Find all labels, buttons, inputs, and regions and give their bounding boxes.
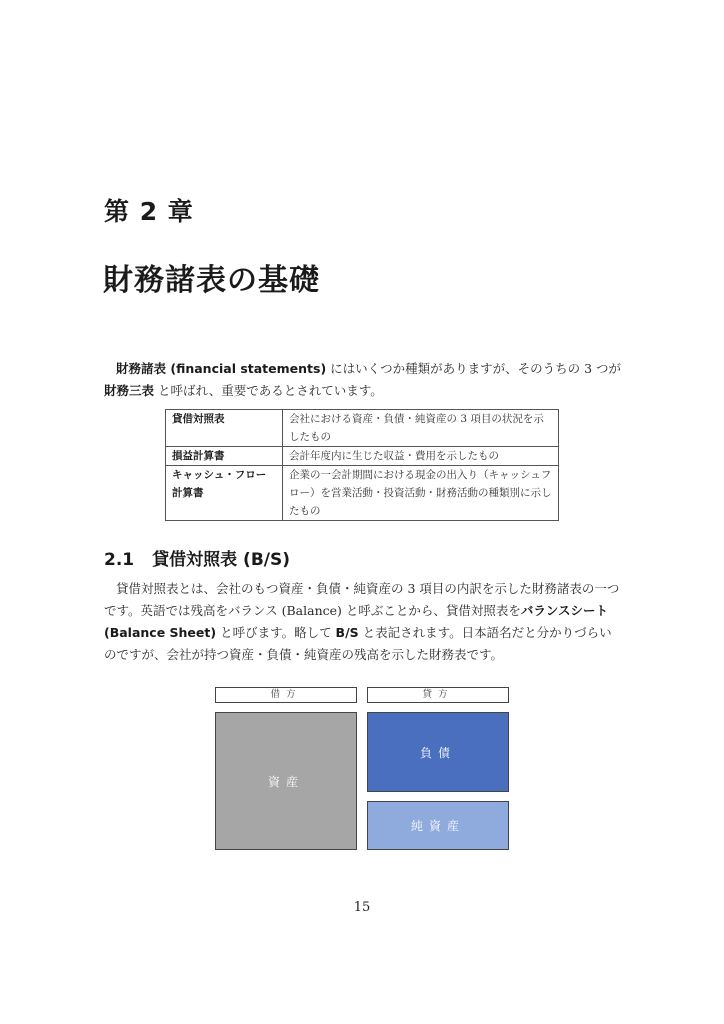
table-term: キャッシュ・フロー計算書 xyxy=(166,466,283,521)
table-desc: 企業の一会計期間における現金の出入り（キャッシュフロー）を営業活動・投資活動・財務活動の種類別に示したもの xyxy=(283,466,559,521)
liabilities-block xyxy=(367,712,509,792)
assets-block xyxy=(215,712,357,850)
table-row xyxy=(166,410,559,447)
table-term: 損益計算書 xyxy=(166,447,283,466)
intro-term: 財務諸表 (financial statements) xyxy=(116,361,327,376)
body-paragraph xyxy=(104,578,624,666)
chapter-title: 財務諸表の基礎 xyxy=(103,263,320,298)
table-row xyxy=(166,447,559,466)
section-heading xyxy=(104,545,290,570)
body-text-3: と表記されます。日本語名だと分かりづらいのですが、会社が持つ資産・負債・純資産の残高を示した財務表です。 xyxy=(104,625,612,662)
intro-text-2: と呼ばれ、重要であるとされています。 xyxy=(154,383,383,398)
section-title: 貸借対照表 (B/S) xyxy=(152,550,290,570)
intro-term-2: 財務三表 xyxy=(104,383,155,398)
table-term: 貸借対照表 xyxy=(166,410,283,447)
table-row xyxy=(166,466,559,521)
body-text-1: 貸借対照表とは、会社のもつ資産・負債・純資産の 3 項目の内訳を示した財務諸表の一つです。英語では残高をバランス (Balance) と呼ぶことから、貸借対照表を xyxy=(104,581,620,618)
body-text-2: と呼びます。略して xyxy=(216,625,336,640)
assets-label: 資産 xyxy=(267,774,304,789)
net-assets-block xyxy=(367,801,509,850)
intro-text-1: にはいくつか種類がありますが、そのうちの 3 つが xyxy=(326,361,622,376)
net-assets-label: 純資産 xyxy=(410,819,465,833)
section-number: 2.1 xyxy=(104,550,135,570)
table-desc: 会計年度内に生じた収益・費用を示したもの xyxy=(283,447,559,466)
table-desc: 会社における資産・負債・純資産の 3 項目の状況を示したもの xyxy=(283,410,559,447)
chapter-number: 第 2 章 xyxy=(104,197,194,226)
body-bold-2: B/S xyxy=(335,625,359,640)
page-number: 15 xyxy=(353,900,371,915)
financial-statements-table xyxy=(165,409,559,521)
intro-paragraph xyxy=(104,358,624,402)
debit-header: 借方 xyxy=(215,687,357,703)
liabilities-label: 負債 xyxy=(419,745,456,760)
credit-header: 貸方 xyxy=(367,687,509,703)
body-bold-1: バランスシート (Balance Sheet) xyxy=(104,603,609,640)
